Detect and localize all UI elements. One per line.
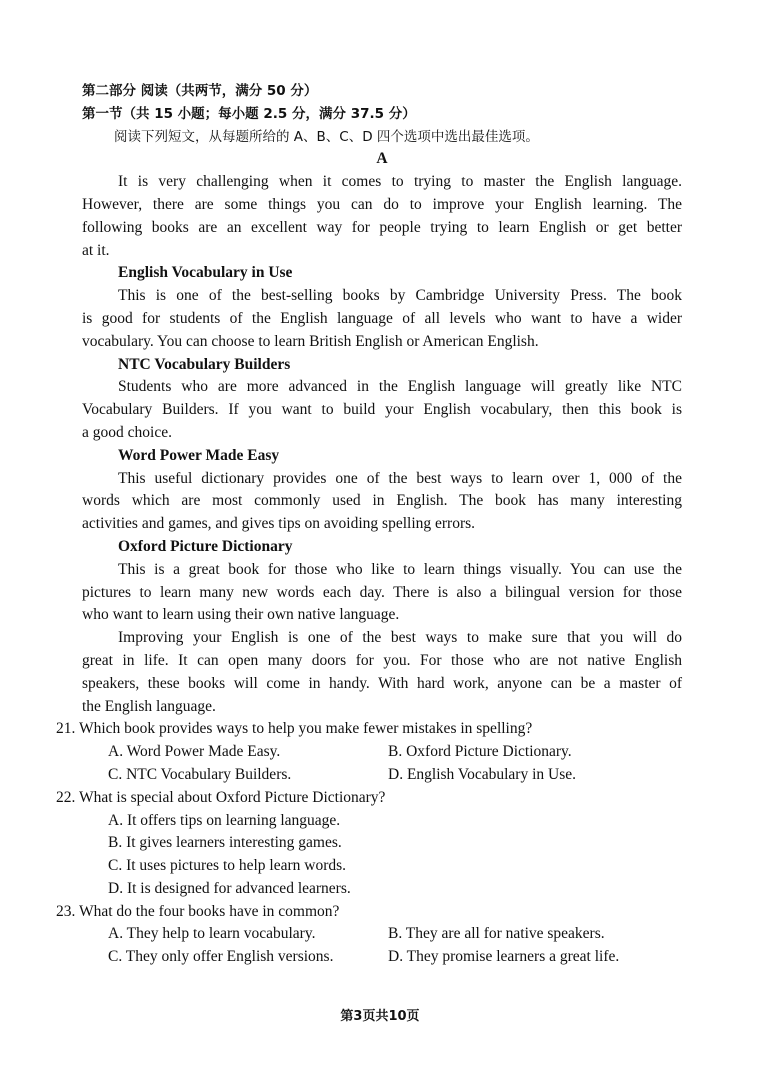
passage-line: pictures to learn many new words each day. There is also a bilingual version for those	[82, 583, 682, 601]
book-section	[82, 354, 682, 445]
passage-line: This is one of the best-selling books by Cambridge University Press. The book	[118, 287, 682, 305]
option-row	[82, 923, 682, 946]
book-title: Oxford Picture Dictionary	[118, 537, 293, 555]
option-b[interactable]: B. It gives learners interesting games.	[108, 834, 342, 852]
passage-line: great in life. It can open many doors for you. For those who are not native English	[82, 651, 682, 669]
passage-line: speakers, these books will come in handy. With hard work, anyone can be a master of	[82, 674, 682, 692]
book-section	[82, 445, 682, 536]
passage-line: following books are an excellent way for people trying to learn English or get better	[82, 218, 682, 236]
question-23	[56, 901, 682, 969]
option-a[interactable]: A. They help to learn vocabulary.	[108, 925, 316, 943]
option-d[interactable]: D. English Vocabulary in Use.	[388, 765, 576, 783]
option-d[interactable]: D. They promise learners a great life.	[388, 948, 620, 966]
option-c[interactable]: C. NTC Vocabulary Builders.	[108, 765, 292, 783]
question-stem: 22. What is special about Oxford Picture Dictionary?	[56, 788, 386, 806]
question-stem: 21. Which book provides ways to help you make fewer mistakes in spelling?	[56, 720, 533, 738]
passage-line: This useful dictionary provides one of the best ways to learn over 1, 000 of the	[118, 469, 682, 487]
option-a[interactable]: A. Word Power Made Easy.	[108, 743, 281, 761]
question-21	[56, 718, 682, 786]
passage-line: words which are most commonly used in English. The book has many interesting	[82, 492, 682, 510]
passage-closing	[82, 627, 682, 718]
option-d[interactable]: D. It is designed for advanced learners.	[108, 879, 351, 897]
option-c[interactable]: C. They only offer English versions.	[108, 948, 334, 966]
passage-line: activities and games, and gives tips on avoiding spelling errors.	[82, 515, 476, 533]
passage-line: a good choice.	[82, 423, 172, 441]
instruction-text: 阅读下列短文，从每题所给的 A、B、C、D 四个选项中选出最佳选项。	[114, 128, 539, 145]
book-title: Word Power Made Easy	[118, 446, 280, 464]
passage-line: Vocabulary Builders. If you want to build your English vocabulary, then this book is	[82, 401, 682, 419]
passage-line: vocabulary. You can choose to learn British English or American English.	[82, 332, 539, 350]
passage-line: Students who are more advanced in the English language will greatly like NTC	[118, 378, 682, 396]
page-content	[56, 80, 682, 969]
passage-letter: A	[376, 150, 388, 168]
option-b[interactable]: B. They are all for native speakers.	[388, 925, 605, 943]
option-a[interactable]: A. It offers tips on learning language.	[108, 811, 341, 829]
book-title: NTC Vocabulary Builders	[118, 355, 291, 373]
passage-line: at it.	[82, 241, 110, 259]
question-22	[56, 787, 682, 901]
passage-line: the English language.	[82, 697, 216, 715]
option-row	[82, 764, 682, 787]
option-row	[82, 946, 682, 969]
passage-line: Improving your English is one of the best ways to make sure that you will do	[118, 629, 682, 647]
passage-line: who want to learn using their own native language.	[82, 606, 400, 624]
option-row	[82, 741, 682, 764]
option-b[interactable]: B. Oxford Picture Dictionary.	[388, 743, 572, 761]
book-title: English Vocabulary in Use	[118, 264, 293, 282]
passage-line: This is a great book for those who like to learn things visually. You can use the	[118, 560, 682, 578]
passage-line: is good for students of the English language of all levels who want to have a wider	[82, 309, 682, 327]
passage-line: It is very challenging when it comes to trying to master the English language.	[118, 173, 682, 191]
page-number: 第3页共10页	[340, 1009, 420, 1024]
book-section	[82, 262, 682, 353]
option-c[interactable]: C. It uses pictures to help learn words.	[108, 857, 347, 875]
question-stem: 23. What do the four books have in common?	[56, 902, 340, 920]
book-section	[82, 536, 682, 627]
part-title: 第二部分 阅读（共两节，满分 50 分）	[82, 83, 318, 99]
passage-line: However, there are some things you can do to improve your English learning. The	[82, 195, 682, 213]
passage-intro	[82, 171, 682, 262]
section-title: 第一节（共 15 小题；每小题 2.5 分，满分 37.5 分）	[82, 105, 416, 122]
